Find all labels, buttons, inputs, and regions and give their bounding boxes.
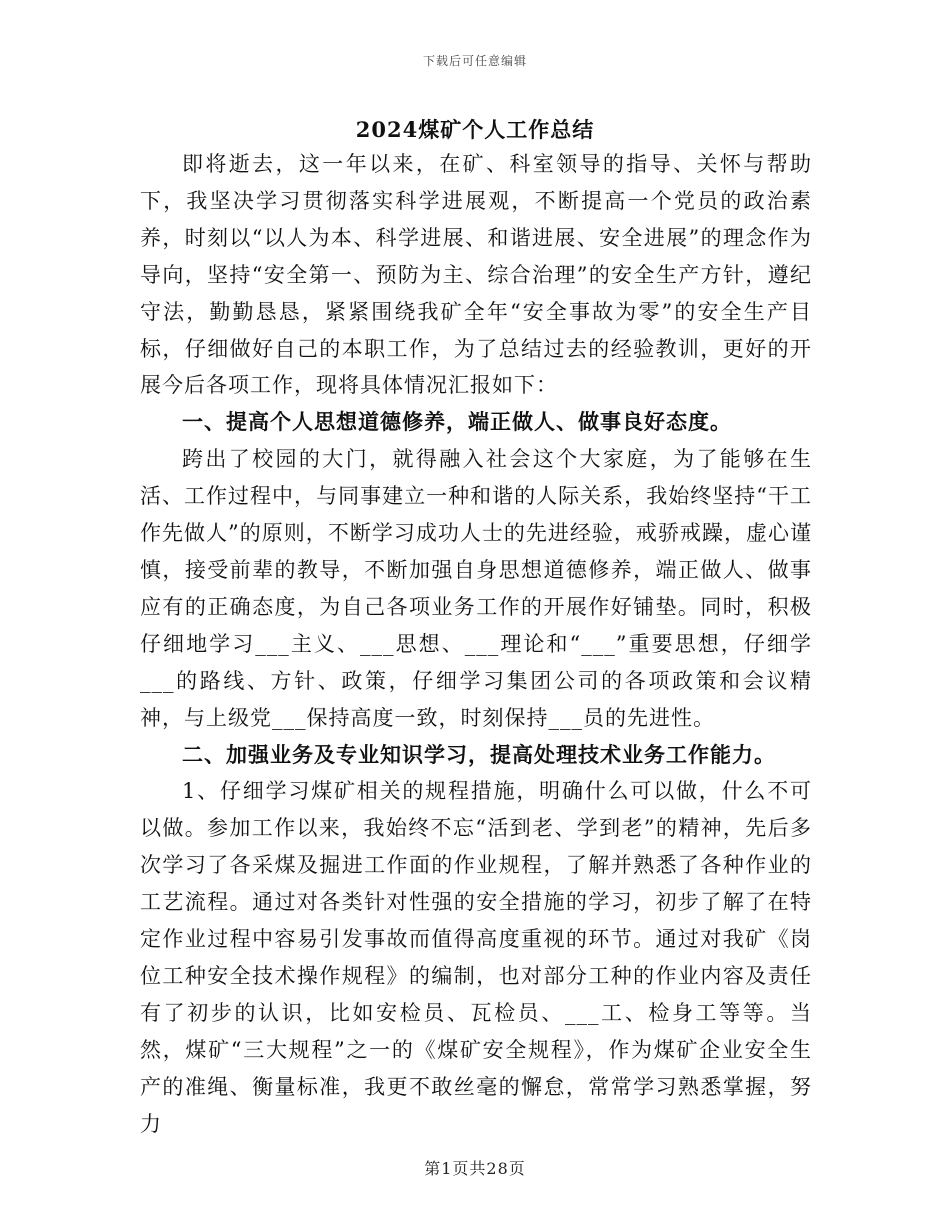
paragraph-section-1: 跨出了校园的大门，就得融入社会这个大家庭，为了能够在生活、工作过程中，与同事建立一种和谐的人际关系，我始终坚持“干工作先做人”的原则，不断学习成功人士的先进经验，戒骄戒躁，虚心谨慎，接受前辈的教导，不断加强自身思想道德修养，端正做人、做事应有的正确态度，为自己各项业务工作的开展作好铺垫。同时，积极仔细地学习___主义、___思想、___理论和“___”重要思想，仔细学___的路线、方针、政策，仔细学习集团公司的各项政策和会议精神，与上级党___保持高度一致，时刻保持___员的先进性。 [140, 447, 812, 730]
document-title: 2024煤矿个人工作总结 [355, 117, 595, 142]
header-note: 下载后可任意编辑 [422, 54, 527, 68]
document-body [140, 146, 812, 1142]
section-heading-1: 一、提高个人思想道德修养，端正做人、做事良好态度。 [182, 409, 732, 435]
page-footer: 第1页共28页 [424, 1159, 526, 1178]
section-heading-2: 二、加强业务及专业知识学习，提高处理技术业务工作能力。 [182, 741, 776, 767]
paragraph-intro: 即将逝去，这一年以来，在矿、科室领导的指导、关怀与帮助下，我坚决学习贯彻落实科学进展观，不断提高一个党员的政治素养，时刻以“以人为本、科学进展、和谐进展、安全进展”的理念作为导向，坚持“安全第一、预防为主、综合治理”的安全生产方针，遵纪守法，勤勤恳恳，紧紧围绕我矿全年“安全事故为零”的安全生产目标，仔细做好自己的本职工作，为了总结过去的经验教训，更好的开展今后各项工作，现将具体情况汇报如下： [140, 152, 812, 398]
paragraph-section-2-item-1: 1、仔细学习煤矿相关的规程措施，明确什么可以做，什么不可以做。参加工作以来，我始终不忘“活到老、学到老”的精神，先后多次学习了各采煤及掘进工作面的作业规程，了解并熟悉了各种作业的工艺流程。通过对各类针对性强的安全措施的学习，初步了解了在特定作业过程中容易引发事故而值得高度重视的环节。通过对我矿《岗位工种安全技术操作规程》的编制，也对部分工种的作业内容及责任有了初步的认识，比如安检员、瓦检员、___工、检身工等等。当然，煤矿“三大规程”之一的《煤矿安全规程》，作为煤矿企业安全生产的准绳、衡量标准，我更不敢丝毫的懈怠，常常学习熟悉掌握，努力 [140, 779, 812, 1136]
